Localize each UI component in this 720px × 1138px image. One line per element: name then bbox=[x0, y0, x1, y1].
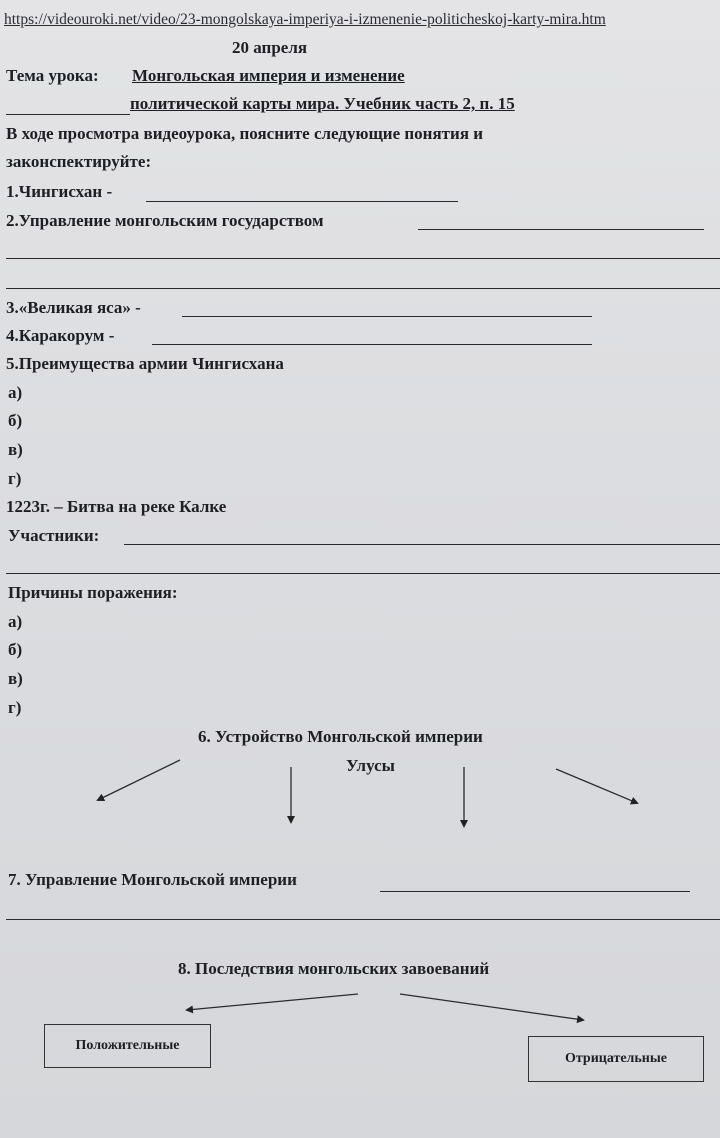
item-great-yasa: 3.«Великая яса» - bbox=[6, 298, 141, 317]
item-genghis-khan: 1.Чингисхан - bbox=[6, 182, 113, 201]
instructions-line-2: законспектируйте: bbox=[6, 152, 152, 171]
reason-b: б) bbox=[8, 640, 23, 659]
positive-label: Положительные bbox=[75, 1038, 180, 1053]
participants-label: Участники: bbox=[8, 526, 100, 545]
item-army-advantages: 5.Преимущества армии Чингисхана bbox=[6, 354, 284, 373]
advantage-b: б) bbox=[8, 411, 23, 430]
section6-subtitle: Улусы bbox=[346, 756, 395, 775]
arrow-right-icon bbox=[556, 769, 637, 803]
arrow-left-icon bbox=[98, 760, 180, 800]
section7-title: 7. Управление Монгольской империи bbox=[8, 870, 297, 889]
section8-title: 8. Последствия монгольских завоеваний bbox=[178, 959, 490, 978]
reason-v: в) bbox=[8, 669, 23, 688]
topic-line-1: Монгольская империя и изменение bbox=[132, 66, 405, 85]
item-state-governance: 2.Управление монгольским государством bbox=[6, 211, 324, 230]
source-url[interactable]: https://videouroki.net/video/23-mongolskaya-imperiya-i-izmenenie-politicheskoj-karty-mira.htm bbox=[4, 11, 606, 28]
arrow-negative-icon bbox=[400, 994, 583, 1020]
lesson-date: 20 апреля bbox=[232, 38, 308, 57]
instructions-line-1: В ходе просмотра видеоурока, поясните следующие понятия и bbox=[6, 124, 484, 143]
advantage-v: в) bbox=[8, 440, 23, 459]
topic-label: Тема урока: bbox=[6, 66, 99, 85]
reason-g: г) bbox=[8, 698, 22, 717]
arrow-positive-icon bbox=[187, 994, 358, 1010]
reasons-label: Причины поражения: bbox=[8, 583, 178, 602]
item-karakorum: 4.Каракорум - bbox=[6, 326, 115, 345]
advantage-a: а) bbox=[8, 383, 23, 402]
battle-title: 1223г. – Битва на реке Калке bbox=[6, 497, 227, 516]
section6-title: 6. Устройство Монгольской империи bbox=[198, 727, 483, 746]
topic-line-2: политической карты мира. Учебник часть 2, п. 15 bbox=[130, 94, 515, 113]
reason-a: а) bbox=[8, 612, 23, 631]
negative-label: Отрицательные bbox=[564, 1051, 668, 1066]
advantage-g: г) bbox=[8, 469, 22, 488]
